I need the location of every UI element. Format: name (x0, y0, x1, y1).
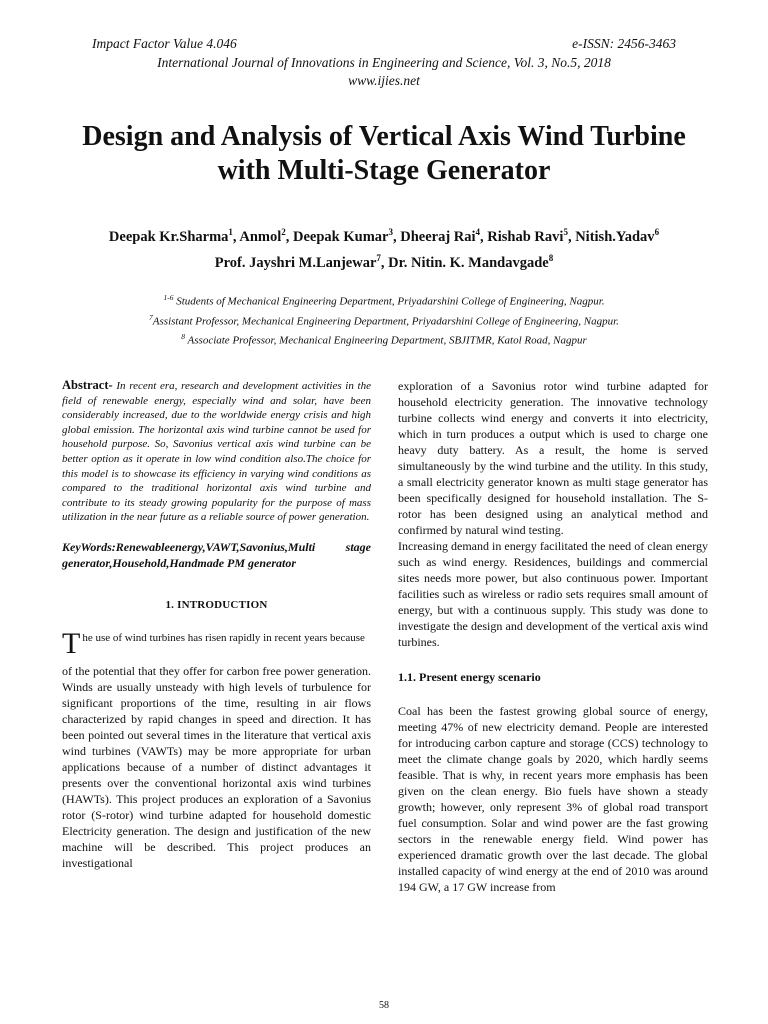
section-heading-introduction: 1. INTRODUCTION (165, 598, 268, 611)
drop-cap: T (62, 626, 81, 660)
author-sup: 8 (548, 252, 554, 263)
keywords: KeyWords:Renewableenergy,VAWT,Savonius,Multi stage generator,Household,Handmade PM generator (62, 539, 371, 570)
author-name: , Anmol (232, 228, 282, 245)
author-sup: 4 (475, 227, 481, 237)
author-name: Prof. Jayshri M.Lanjewar (214, 254, 377, 271)
affiliation-line (40, 290, 728, 310)
journal-name: International Journal of Innovations in Engineering and Science, Vol. 3, No.5, 2018 (157, 55, 611, 70)
left-column (62, 378, 371, 871)
author-sup: 1 (228, 227, 233, 237)
affiliation-text: Students of Mechanical Engineering Department, Priyadarshini College of Engineering, Nagpur. (173, 295, 605, 308)
author-sup: 6 (654, 227, 660, 237)
author-name: , Nitish.Yadav (567, 228, 655, 245)
affiliation-sup: 1-6 (163, 293, 174, 302)
author-line-2 (40, 248, 728, 274)
journal-website: www.ijies.net (348, 73, 420, 88)
title-line-2: with Multi-Stage Generator (217, 155, 551, 186)
author-name: , Deepak Kumar (285, 228, 389, 245)
affiliations (40, 290, 728, 349)
intro-first-line (62, 626, 371, 660)
subsection-heading: 1.1. Present energy scenario (398, 670, 541, 684)
abstract-text: In recent era, research and development activities in the field of renewable energy, especially wind and solar, have been considerably increased, due to the worldwide energy crisis and high global emission. The horizontal axis wind turbine cannot be used for household purpose. So, Savonius vertical axis wind turbine can be better option as it operate in low wind condition also.The choice for this model is to showcase its efficiency in varying wind conditions as compared to the traditional horizontal axis wind turbine and contribute to its steady growing popularity for the purpose of mass utilization in the near future as a reliable source of power generation. (62, 380, 371, 524)
affiliation-sup: 8 (181, 332, 185, 342)
author-name: Deepak Kr.Sharma (108, 228, 229, 245)
impact-factor: Impact Factor Value 4.046 (92, 36, 237, 51)
paper-title (40, 120, 728, 188)
author-line-1 (40, 222, 728, 248)
author-name: , Rishab Ravi (480, 228, 564, 245)
author-sup: 5 (563, 227, 568, 237)
affiliation-line (40, 329, 728, 349)
author-name: , Dheeraj Rai (392, 228, 476, 245)
right-column (398, 378, 708, 895)
page-number: 58 (379, 1000, 389, 1011)
abstract (62, 378, 371, 525)
title-line-1: Design and Analysis of Vertical Axis Wind Turbine (82, 121, 686, 152)
author-name: , Dr. Nitin. K. Mandavgade (380, 254, 549, 271)
affiliation-line (40, 310, 728, 330)
affiliation-sup: 7 (149, 312, 153, 322)
affiliation-text: Assistant Professor, Mechanical Engineering Department, Priyadarshini College of Engineering, Nagpur. (152, 315, 619, 328)
body-paragraph-1: exploration of a Savonius rotor wind turbine adapted for household electricity generation. The innovative technology turbine collects wind energy and converts it into electricity, which in turn produces a output which is used to charge one heavy duty battery. As a result, the home is served simultaneously by the wind turbine and the utility. In this study, a small electricity generator known as multi stage generator has been specifically designed for household installation. The S-rotor has been designed using an analytical method and confirmed by natural wind testing. (398, 379, 708, 537)
intro-first-line-text: he use of wind turbines has risen rapidly in recent years because (82, 631, 365, 644)
intro-paragraph: of the potential that they offer for carbon free power generation. Winds are usually unsteady with high levels of turbulence for significant proportions of the time, resulting in air flows characterized by rapid changes in speed and direction. It has been pointed out several times in the literature that vertical axis wind turbines (VAWTs) may be more appropriate for urban applications because of a number of distinct advantages it presents over the conventional horizontal axis wind turbines (HAWTs). This project produces an exploration of a Savonius rotor (S-rotor) wind turbine adapted for household domestic Electricity generation. The design and justification of the new machine will be described. This project produces an investigational (62, 663, 371, 870)
body-paragraph-3: Coal has been the fastest growing global source of energy, meeting 47% of new electricity demand. People are interested for introducing carbon capture and storage (CCS) technology to meet the climate change goals by 2020, which hardly seems feasible. That is why, in recent years more emphasis has been given on the clean energy. Bio fuels have shown a steady growth; however, only represent 3% of global road transport fuel consumption. Solar and wind power are the fast growing sectors in the renewable energy field. Wind power has experienced dramatic growth over the last decade. The global installed capacity of wind energy at the end of 2010 was around 194 GW, a 17 GW increase from (398, 704, 708, 894)
abstract-label: Abstract- (62, 378, 113, 392)
body-paragraph-2: Increasing demand in energy facilitated the need of clean energy such as wind energy. Residences, buildings and commercial sites needs more power, but also continuous power. Important facilities such as wireless or radio sets requires small amount of energy, but with a continuous supply. This study was done to investigate the design and development of the vertical axis wind turbines. (398, 539, 708, 649)
issn: e-ISSN: 2456-3463 (572, 36, 676, 51)
author-sup: 3 (388, 227, 393, 237)
affiliation-text: Associate Professor, Mechanical Engineering Department, SBJITMR, Katol Road, Nagpur (184, 334, 587, 347)
author-sup: 2 (281, 227, 286, 237)
running-header (92, 36, 676, 54)
author-sup: 7 (376, 252, 381, 263)
author-list (40, 222, 728, 274)
